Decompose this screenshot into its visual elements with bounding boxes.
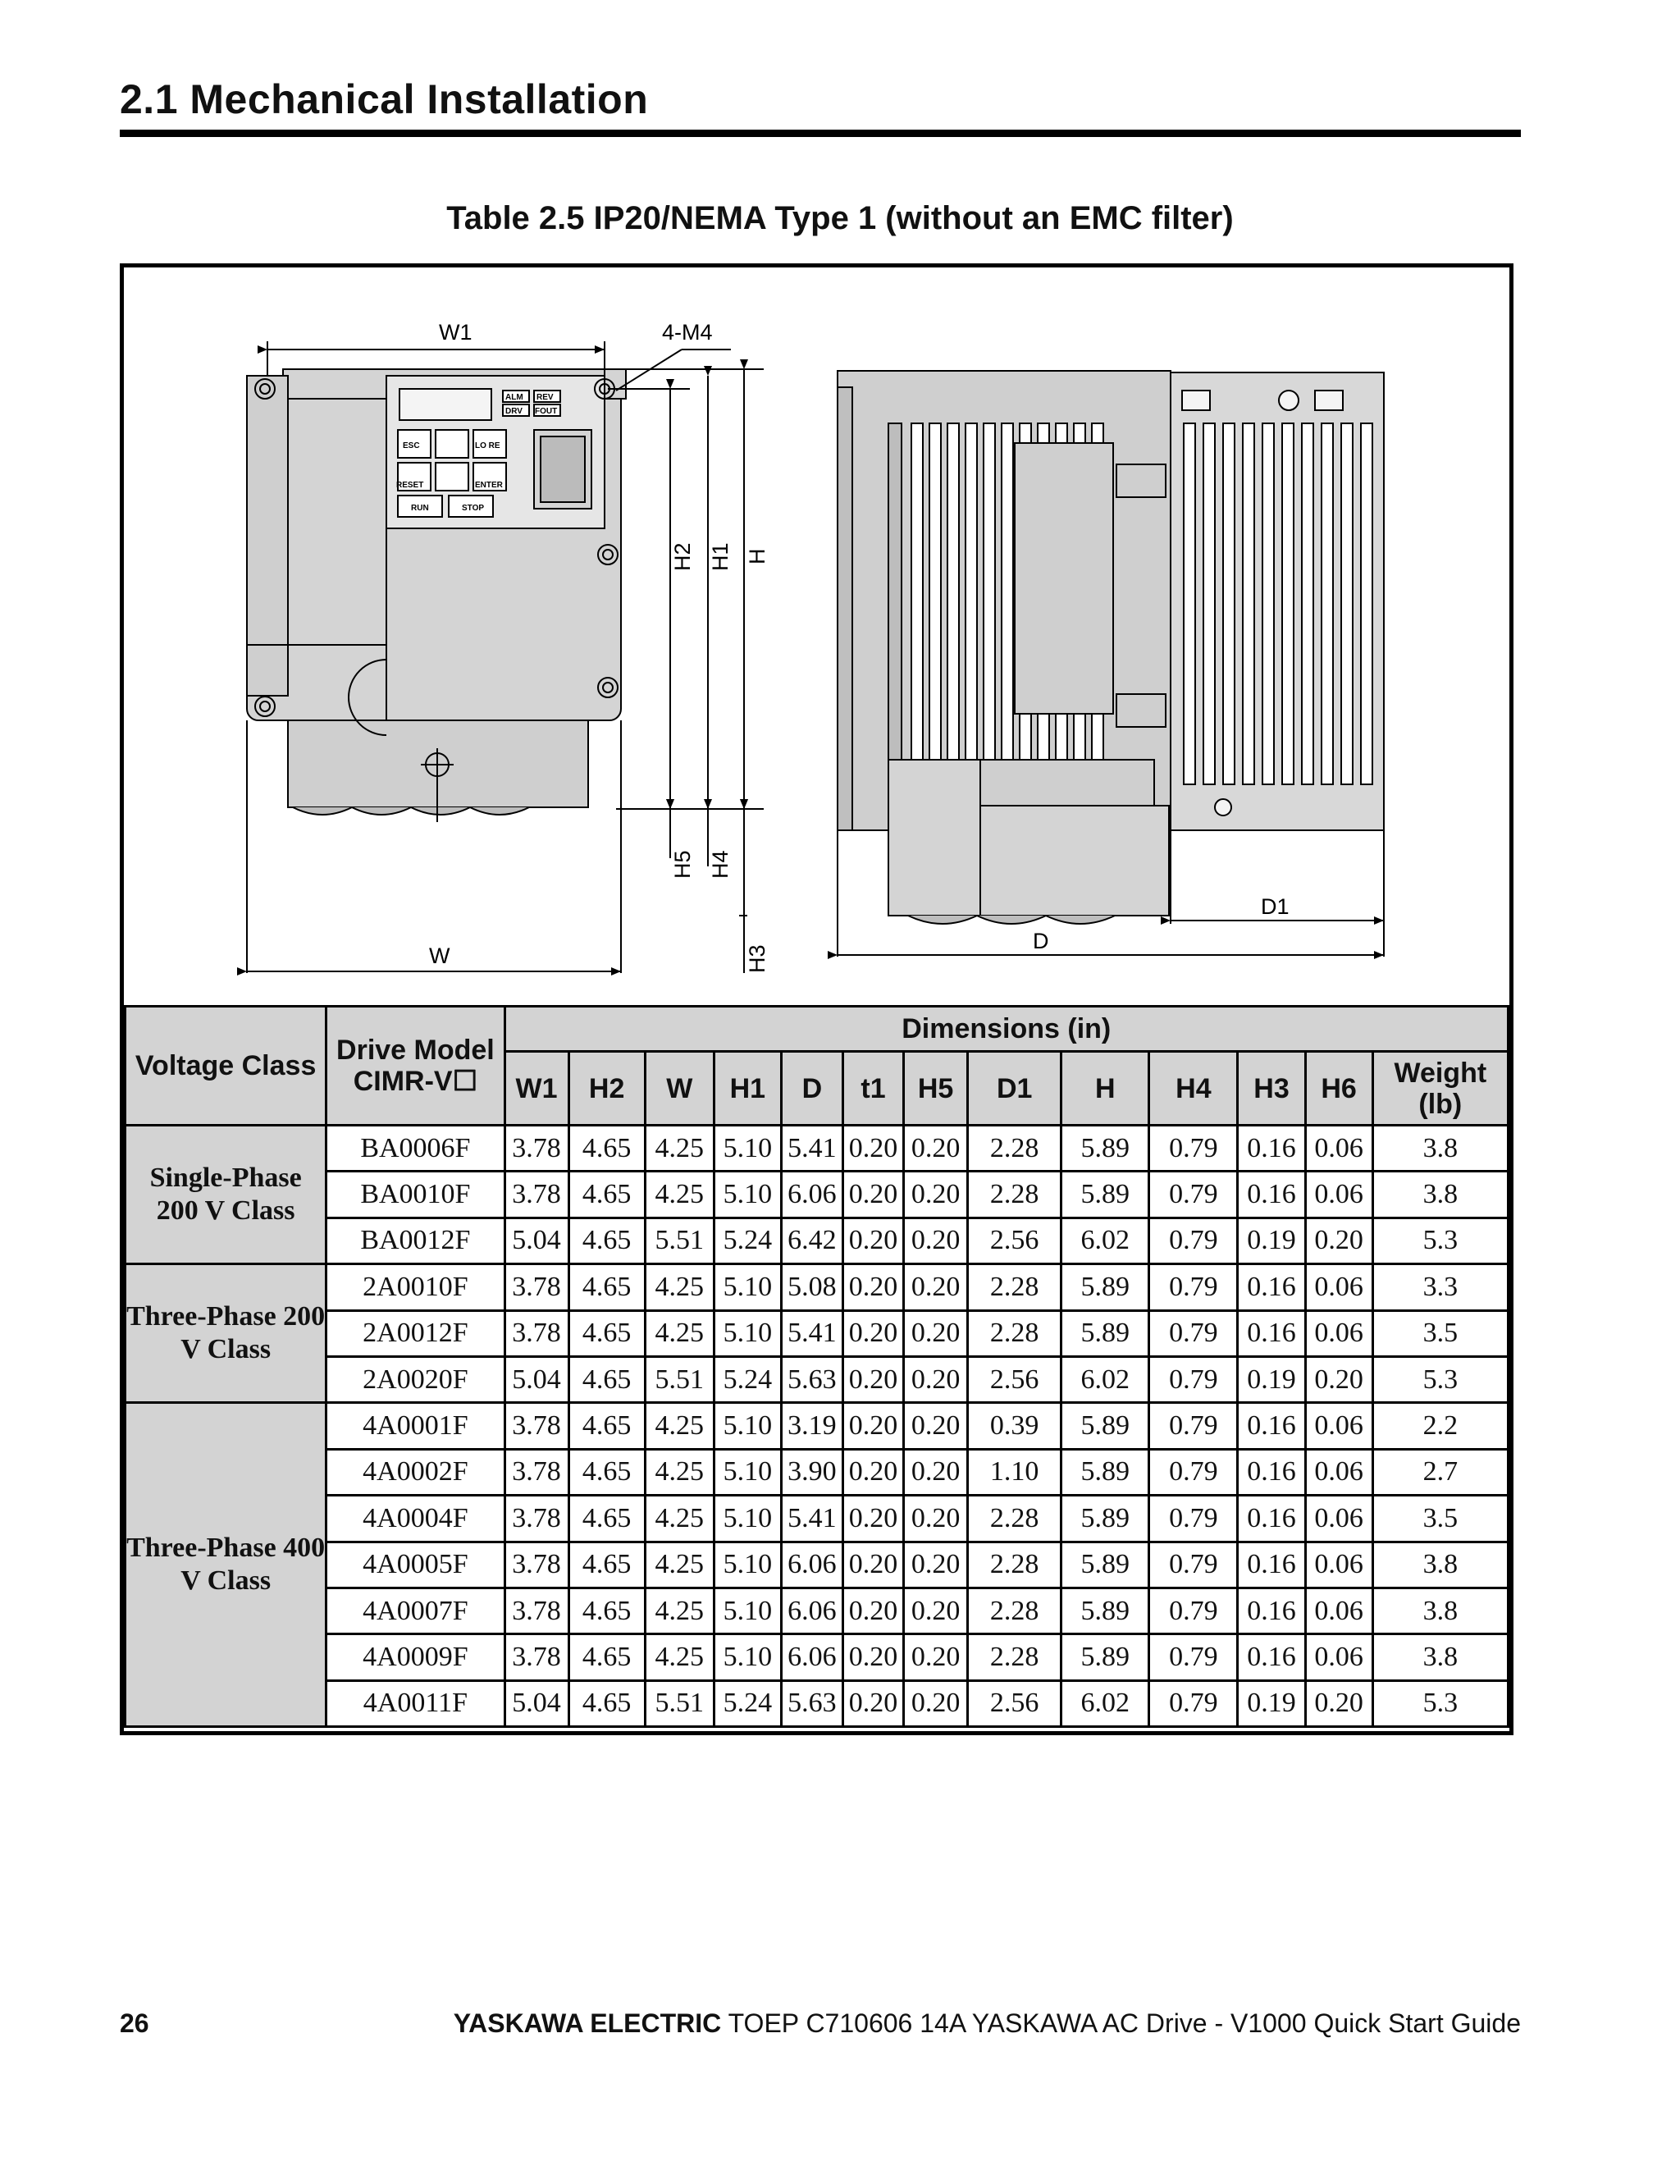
dimension-cell: 0.20 <box>1305 1218 1372 1263</box>
dimension-cell: 5.10 <box>714 1126 781 1172</box>
section-title: 2.1 Mechanical Installation <box>120 76 649 122</box>
dimension-cell: 5.04 <box>504 1680 568 1726</box>
dimension-cell: 0.20 <box>904 1680 968 1726</box>
dimension-cell: 5.51 <box>645 1218 714 1263</box>
header-col: H <box>1061 1052 1149 1126</box>
section-rule <box>120 130 1521 137</box>
header-col: H6 <box>1305 1052 1372 1126</box>
dimension-cell: 2.28 <box>968 1172 1061 1218</box>
dimension-cell: 5.10 <box>714 1264 781 1310</box>
keypad-rev-label: REV <box>536 393 554 402</box>
dimension-cell: 0.79 <box>1149 1218 1238 1263</box>
dimension-cell: 4.25 <box>645 1542 714 1588</box>
dimension-cell: 6.06 <box>781 1588 842 1633</box>
dimension-cell: 4.25 <box>645 1172 714 1218</box>
dimension-cell: 4.65 <box>568 1126 645 1172</box>
dimension-cell: 2.28 <box>968 1634 1061 1680</box>
dimension-cell: 0.20 <box>842 1126 903 1172</box>
dimension-cell: 0.20 <box>904 1588 968 1633</box>
header-col: H1 <box>714 1052 781 1126</box>
dimension-cell: 0.20 <box>904 1634 968 1680</box>
header-col: D <box>781 1052 842 1126</box>
dimension-cell: 5.10 <box>714 1634 781 1680</box>
dimension-cell: 0.79 <box>1149 1356 1238 1402</box>
dimension-cell: 5.63 <box>781 1356 842 1402</box>
table-row <box>126 1680 1509 1726</box>
dimension-cell: 0.79 <box>1149 1680 1238 1726</box>
table-row <box>126 1310 1509 1356</box>
dimension-cell: 5.89 <box>1061 1264 1149 1310</box>
label-h1: H1 <box>708 542 733 571</box>
header-col: H2 <box>568 1052 645 1126</box>
dimension-cell: 4.25 <box>645 1634 714 1680</box>
drive-model-cell: 4A0001F <box>326 1403 504 1449</box>
dimension-cell: 0.20 <box>904 1172 968 1218</box>
dimension-cell: 0.20 <box>904 1126 968 1172</box>
dimension-cell: 5.24 <box>714 1218 781 1263</box>
drive-model-cell: BA0012F <box>326 1218 504 1263</box>
dimension-cell: 5.10 <box>714 1172 781 1218</box>
front-view-drawing <box>247 369 626 822</box>
drive-model-cell: 4A0002F <box>326 1449 504 1495</box>
table-frame <box>120 263 1513 1735</box>
dimension-cell: 0.06 <box>1305 1403 1372 1449</box>
dimension-cell: 6.06 <box>781 1634 842 1680</box>
voltage-class-cell: Three-Phase 400 V Class <box>126 1403 326 1727</box>
dimension-cell: 4.65 <box>568 1264 645 1310</box>
dimension-cell: 4.65 <box>568 1634 645 1680</box>
dimension-cell: 0.20 <box>904 1449 968 1495</box>
dimension-cell: 0.20 <box>842 1218 903 1263</box>
dimension-cell: 2.28 <box>968 1310 1061 1356</box>
weight-cell: 3.3 <box>1372 1264 1508 1310</box>
footer-brand: YASKAWA ELECTRIC <box>453 2008 722 2038</box>
weight-cell: 3.8 <box>1372 1588 1508 1633</box>
dimension-cell: 3.19 <box>781 1403 842 1449</box>
footer-doc: TOEP C710606 14A YASKAWA AC Drive - V1000 Quick Start Guide <box>721 2008 1521 2038</box>
dimension-cell: 5.10 <box>714 1496 781 1542</box>
weight-cell: 5.3 <box>1372 1356 1508 1402</box>
dimension-cell: 0.20 <box>842 1264 903 1310</box>
dimension-cell: 4.65 <box>568 1218 645 1263</box>
dimension-cell: 4.65 <box>568 1310 645 1356</box>
dimension-cell: 0.20 <box>904 1264 968 1310</box>
dimension-cell: 5.10 <box>714 1310 781 1356</box>
dimension-cell: 3.78 <box>504 1634 568 1680</box>
dimension-cell: 4.65 <box>568 1403 645 1449</box>
dimension-cell: 5.10 <box>714 1588 781 1633</box>
dimension-cell: 0.20 <box>842 1310 903 1356</box>
dimension-cell: 2.28 <box>968 1264 1061 1310</box>
dimension-cell: 3.90 <box>781 1449 842 1495</box>
dimension-cell: 0.06 <box>1305 1588 1372 1633</box>
header-weight: Weight (lb) <box>1372 1052 1508 1126</box>
dimension-cell: 0.20 <box>842 1634 903 1680</box>
dimension-cell: 3.78 <box>504 1449 568 1495</box>
weight-cell: 3.8 <box>1372 1172 1508 1218</box>
header-drive-model: Drive Model CIMR-V☐ <box>326 1007 504 1126</box>
dimension-cell: 0.20 <box>904 1356 968 1402</box>
dimension-cell: 5.89 <box>1061 1403 1149 1449</box>
dimension-cell: 0.79 <box>1149 1634 1238 1680</box>
dimension-cell: 0.16 <box>1238 1172 1305 1218</box>
dimension-cell: 6.02 <box>1061 1218 1149 1263</box>
page-number: 26 <box>120 2008 149 2038</box>
dimension-cell: 2.28 <box>968 1588 1061 1633</box>
dimension-cell: 0.16 <box>1238 1449 1305 1495</box>
dimension-cell: 0.79 <box>1149 1172 1238 1218</box>
keypad-fout-label: FOUT <box>535 407 558 416</box>
side-view-drawing <box>838 371 1384 924</box>
dimension-cell: 5.89 <box>1061 1634 1149 1680</box>
dimension-cell: 3.78 <box>504 1403 568 1449</box>
dimension-cell: 5.51 <box>645 1356 714 1402</box>
table-row <box>126 1172 1509 1218</box>
voltage-class-cell: Single-Phase 200 V Class <box>126 1126 326 1264</box>
header-col: t1 <box>842 1052 903 1126</box>
dimension-cell: 2.56 <box>968 1680 1061 1726</box>
dimension-cell: 5.10 <box>714 1403 781 1449</box>
dimension-cell: 1.10 <box>968 1449 1061 1495</box>
dimension-cell: 0.20 <box>904 1218 968 1263</box>
weight-cell: 2.7 <box>1372 1449 1508 1495</box>
drive-model-cell: 2A0012F <box>326 1310 504 1356</box>
dimension-cell: 3.78 <box>504 1172 568 1218</box>
header-col: H4 <box>1149 1052 1238 1126</box>
label-h2: H2 <box>670 542 695 571</box>
header-col: D1 <box>968 1052 1061 1126</box>
dimension-cell: 5.04 <box>504 1218 568 1263</box>
weight-cell: 3.5 <box>1372 1496 1508 1542</box>
keypad-esc-label: ESC <box>403 441 420 450</box>
dimension-cell: 0.06 <box>1305 1496 1372 1542</box>
dimension-cell: 0.20 <box>842 1542 903 1588</box>
dimension-cell: 4.65 <box>568 1172 645 1218</box>
dimension-cell: 4.25 <box>645 1588 714 1633</box>
dimension-cell: 5.51 <box>645 1680 714 1726</box>
dimension-cell: 0.06 <box>1305 1126 1372 1172</box>
dimension-cell: 0.79 <box>1149 1126 1238 1172</box>
dimension-drawing <box>124 267 1509 1005</box>
dimension-cell: 0.39 <box>968 1403 1061 1449</box>
header-voltage-class: Voltage Class <box>126 1007 326 1126</box>
dimension-cell: 5.89 <box>1061 1496 1149 1542</box>
dimension-cell: 0.06 <box>1305 1264 1372 1310</box>
keypad-run-label: RUN <box>411 504 429 513</box>
weight-cell: 5.3 <box>1372 1218 1508 1263</box>
table-row <box>126 1264 1509 1310</box>
label-h5: H5 <box>670 850 695 879</box>
table-row <box>126 1403 1509 1449</box>
dimension-cell: 0.79 <box>1149 1542 1238 1588</box>
drive-model-cell: 2A0020F <box>326 1356 504 1402</box>
dimension-cell: 5.89 <box>1061 1542 1149 1588</box>
dimension-cell: 4.25 <box>645 1264 714 1310</box>
keypad-stop-label: STOP <box>462 504 485 513</box>
table-row <box>126 1126 1509 1172</box>
dimension-cell: 0.06 <box>1305 1172 1372 1218</box>
footer-text <box>454 2008 1521 2039</box>
label-w: W <box>429 944 450 968</box>
dimension-cell: 4.65 <box>568 1680 645 1726</box>
drive-model-cell: 4A0005F <box>326 1542 504 1588</box>
dimension-cell: 2.56 <box>968 1218 1061 1263</box>
keypad-lo-re-label: LO RE <box>475 441 500 450</box>
label-d1: D1 <box>1261 894 1290 919</box>
dimension-cell: 4.65 <box>568 1542 645 1588</box>
dimension-cell: 5.24 <box>714 1356 781 1402</box>
table-caption: Table 2.5 IP20/NEMA Type 1 (without an EMC filter) <box>446 200 1234 236</box>
dimension-cell: 5.89 <box>1061 1449 1149 1495</box>
table-row <box>126 1449 1509 1495</box>
dimension-cell: 6.06 <box>781 1542 842 1588</box>
dimension-cell: 3.78 <box>504 1542 568 1588</box>
dimension-cell: 5.89 <box>1061 1172 1149 1218</box>
dimension-cell: 0.79 <box>1149 1588 1238 1633</box>
dimension-cell: 0.16 <box>1238 1542 1305 1588</box>
dimension-cell: 3.78 <box>504 1588 568 1633</box>
dimension-cell: 0.06 <box>1305 1310 1372 1356</box>
keypad-enter-label: ENTER <box>475 481 503 490</box>
dimension-cell: 0.20 <box>904 1403 968 1449</box>
dimension-cell: 6.02 <box>1061 1680 1149 1726</box>
dimension-cell: 0.79 <box>1149 1403 1238 1449</box>
label-4-m4: 4-M4 <box>662 320 713 345</box>
label-w1: W1 <box>439 320 472 345</box>
table-row <box>126 1218 1509 1263</box>
dimension-cell: 5.89 <box>1061 1310 1149 1356</box>
header-col: W <box>645 1052 714 1126</box>
keypad-alm-label: ALM <box>505 393 523 402</box>
label-h: H <box>745 548 769 564</box>
dimension-cell: 0.20 <box>904 1496 968 1542</box>
dimension-cell: 4.25 <box>645 1126 714 1172</box>
dimension-cell: 0.20 <box>842 1588 903 1633</box>
weight-cell: 5.3 <box>1372 1680 1508 1726</box>
label-h4: H4 <box>708 850 733 879</box>
dimension-cell: 4.25 <box>645 1496 714 1542</box>
dimension-cell: 4.65 <box>568 1588 645 1633</box>
dimension-cell: 3.78 <box>504 1310 568 1356</box>
weight-cell: 3.5 <box>1372 1310 1508 1356</box>
dimension-cell: 5.10 <box>714 1449 781 1495</box>
drive-model-cell: BA0010F <box>326 1172 504 1218</box>
weight-cell: 3.8 <box>1372 1542 1508 1588</box>
dimension-cell: 0.20 <box>904 1310 968 1356</box>
dimension-cell: 0.06 <box>1305 1634 1372 1680</box>
dimension-cell: 0.20 <box>842 1680 903 1726</box>
dimension-cell: 2.28 <box>968 1496 1061 1542</box>
dimension-cell: 0.20 <box>842 1496 903 1542</box>
drive-model-cell: 4A0009F <box>326 1634 504 1680</box>
dimension-cell: 0.20 <box>842 1172 903 1218</box>
dimension-cell: 0.16 <box>1238 1264 1305 1310</box>
drive-model-cell: BA0006F <box>326 1126 504 1172</box>
dimension-cell: 0.20 <box>842 1403 903 1449</box>
dimension-cell: 5.10 <box>714 1542 781 1588</box>
label-h3: H3 <box>745 944 769 973</box>
dimension-cell: 0.06 <box>1305 1542 1372 1588</box>
dimension-cell: 6.06 <box>781 1172 842 1218</box>
header-col: H3 <box>1238 1052 1305 1126</box>
dimension-cell: 0.20 <box>1305 1680 1372 1726</box>
table-row <box>126 1588 1509 1633</box>
dimension-cell: 0.79 <box>1149 1264 1238 1310</box>
table-row <box>126 1634 1509 1680</box>
dimension-cell: 0.16 <box>1238 1496 1305 1542</box>
dimension-cell: 2.28 <box>968 1542 1061 1588</box>
dimension-cell: 0.79 <box>1149 1310 1238 1356</box>
dimension-cell: 0.20 <box>904 1542 968 1588</box>
dimension-cell: 0.19 <box>1238 1356 1305 1402</box>
dimension-cell: 0.79 <box>1149 1496 1238 1542</box>
table-body <box>126 1126 1509 1727</box>
dimension-cell: 0.16 <box>1238 1403 1305 1449</box>
dimension-cell: 3.78 <box>504 1126 568 1172</box>
drive-model-cell: 2A0010F <box>326 1264 504 1310</box>
weight-cell: 3.8 <box>1372 1634 1508 1680</box>
dimensions-table <box>124 1005 1509 1728</box>
drive-model-cell: 4A0007F <box>326 1588 504 1633</box>
dimension-cell: 4.65 <box>568 1449 645 1495</box>
dimension-cell: 4.65 <box>568 1496 645 1542</box>
dimension-cell: 0.20 <box>842 1356 903 1402</box>
dimension-cell: 5.41 <box>781 1126 842 1172</box>
weight-cell: 3.8 <box>1372 1126 1508 1172</box>
dimension-cell: 0.20 <box>1305 1356 1372 1402</box>
dimension-cell: 4.25 <box>645 1403 714 1449</box>
keypad-reset-label: RESET <box>396 481 424 490</box>
dimension-cell: 4.25 <box>645 1310 714 1356</box>
voltage-class-cell: Three-Phase 200 V Class <box>126 1264 326 1403</box>
dimension-cell: 0.19 <box>1238 1218 1305 1263</box>
label-d: D <box>1033 929 1049 953</box>
dimension-cell: 3.78 <box>504 1264 568 1310</box>
table-row <box>126 1542 1509 1588</box>
header-col: H5 <box>904 1052 968 1126</box>
weight-cell: 2.2 <box>1372 1403 1508 1449</box>
dimension-cell: 0.06 <box>1305 1449 1372 1495</box>
header-col: W1 <box>504 1052 568 1126</box>
dimension-cell: 4.65 <box>568 1356 645 1402</box>
dimension-cell: 5.04 <box>504 1356 568 1402</box>
header-dimensions: Dimensions (in) <box>504 1007 1508 1052</box>
drive-model-cell: 4A0011F <box>326 1680 504 1726</box>
dimension-cell: 2.28 <box>968 1126 1061 1172</box>
dimension-cell: 6.42 <box>781 1218 842 1263</box>
dimension-cell: 3.78 <box>504 1496 568 1542</box>
dimension-cell: 6.02 <box>1061 1356 1149 1402</box>
dimension-cell: 5.89 <box>1061 1126 1149 1172</box>
dimension-cell: 0.16 <box>1238 1310 1305 1356</box>
dimension-cell: 0.20 <box>842 1449 903 1495</box>
dimension-cell: 0.79 <box>1149 1449 1238 1495</box>
dimension-cell: 5.08 <box>781 1264 842 1310</box>
dimension-cell: 5.24 <box>714 1680 781 1726</box>
dimension-cell: 0.16 <box>1238 1588 1305 1633</box>
dimension-cell: 5.63 <box>781 1680 842 1726</box>
dimension-cell: 5.41 <box>781 1310 842 1356</box>
dimension-cell: 0.16 <box>1238 1126 1305 1172</box>
table-row <box>126 1356 1509 1402</box>
dimension-cell: 0.16 <box>1238 1634 1305 1680</box>
drive-model-cell: 4A0004F <box>326 1496 504 1542</box>
keypad-drv-label: DRV <box>505 407 523 416</box>
dimension-cell: 4.25 <box>645 1449 714 1495</box>
dimension-cell: 5.41 <box>781 1496 842 1542</box>
dimension-cell: 0.19 <box>1238 1680 1305 1726</box>
table-row <box>126 1496 1509 1542</box>
dimension-cell: 5.89 <box>1061 1588 1149 1633</box>
dimension-cell: 2.56 <box>968 1356 1061 1402</box>
